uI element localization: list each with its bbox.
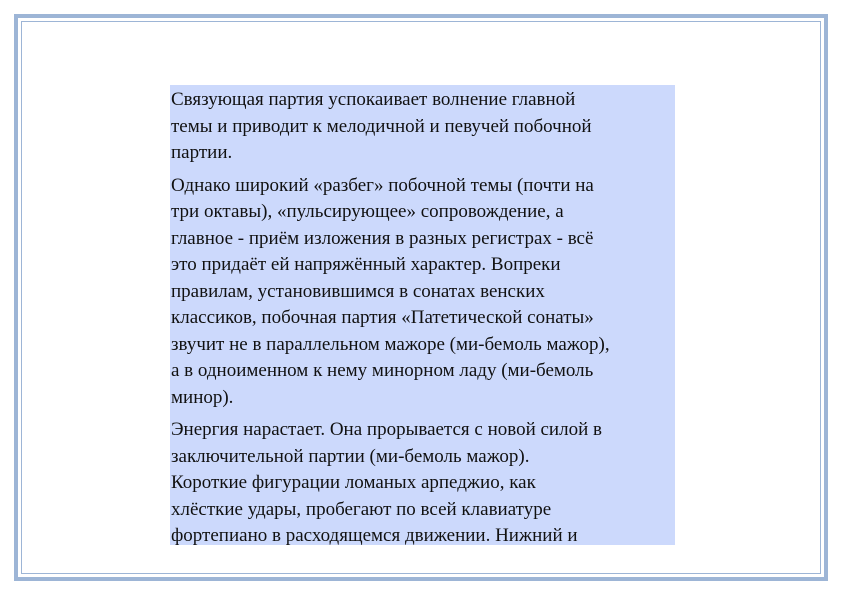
- paragraph-secondary-theme: Однако широкий «разбег» побочной темы (почти на три октавы), «пульсирующее» сопровождение, а главное - приём изложения в разных регистрах - всё это придаёт ей напряжённый характер. Вопреки правилам, установившимся в сонатах венских классиков, побочная партия «Патетической сонаты» звучит не в параллельном мажоре (ми-бемоль мажор), а в одноименном к нему минорном ладу (ми-бемоль минор).: [171, 174, 610, 408]
- paragraph-closing-part: Энергия нарастает. Она прорывается с новой силой в заключительной партии (ми-бемоль мажор). Короткие фигурации ломаных арпеджио, как хлёсткие удары, пробегают по всей клавиатуре фортепиано в расходящемся движении. Нижний и: [171, 419, 602, 545]
- paragraph-connecting-part: Связующая партия успокаивает волнение главной темы и приводит к мелодичной и певучей побочной партии.: [171, 89, 592, 163]
- text-box[interactable]: [170, 85, 675, 545]
